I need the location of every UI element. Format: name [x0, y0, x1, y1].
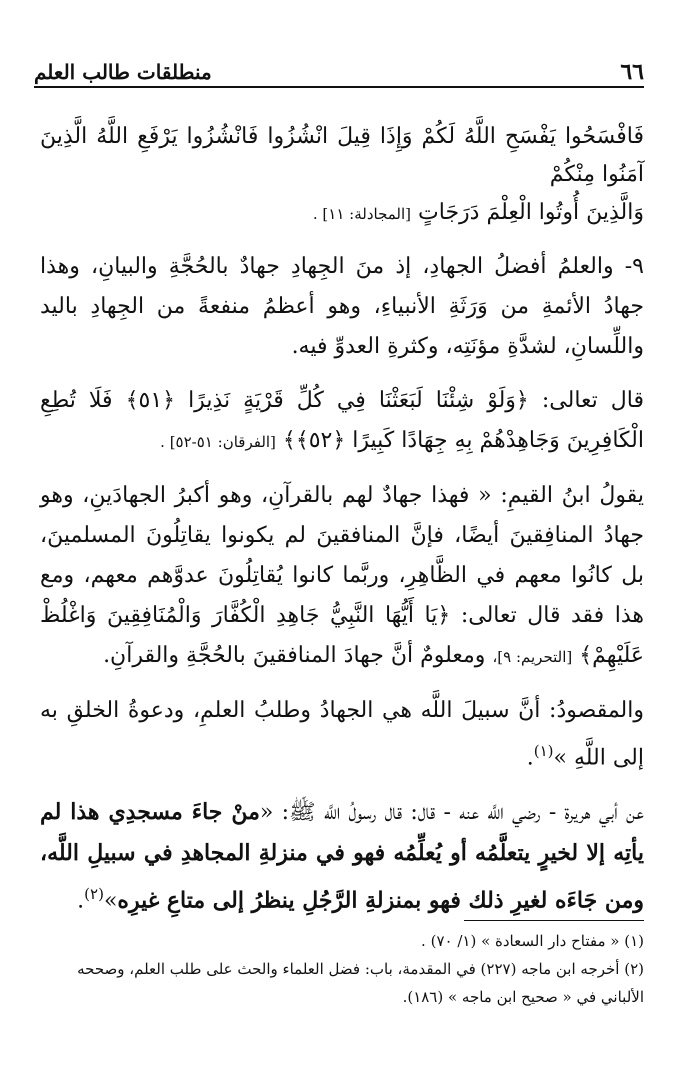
footnote-divider [464, 920, 644, 921]
footnote-marker: (١) [533, 742, 554, 760]
book-title: منطلقات طالب العلم [34, 60, 212, 84]
verse-text: ﴿وَلَوْ شِئْنَا لَبَعَثْنَا فِي كُلِّ قَرْيَةٍ نَذِيرًا ﴿٥١﴾ فَلَا تُطِعِ الْكَافِرِينَ وَجَاهِدْهُمْ بِهِ جِهَادًا كَبِيرًا ﴿٥٢﴾﴾ [40, 388, 644, 453]
quote-text: يقولُ ابنُ القيمِ: « فهذا جهادٌ لهم بالقرآنِ، وهو أكبرُ الجهادَينِ، وهو جهادُ المنافِقينَ أيضًا، فإنَّ المنافقينَ لم يكونوا يقاتِلُونَ المسلمينَ، بل كانُوا معهم في الظَّاهِرِ، وربَّما كانوا يُقاتِلُونَ عدوَّهم معهم، ومع هذا فقد قال تعالى: [40, 483, 644, 628]
hadith-intro: عن أبي هريرة - رضي اللَّه عنه - قال: قال رسولُ اللَّه ﷺ: « [259, 800, 644, 826]
page-number: ٦٦ [620, 59, 644, 85]
footnote-2: (٢) أخرجه ابن ماجه (٢٢٧) في المقدمة، باب: فضل العلماء والحث على طلب العلم، وصححه الألباني في « صحيح ابن ماجه » (١٨٦). [77, 960, 644, 1006]
verse-reference: [الفرقان: ٥١-٥٢] . [160, 433, 276, 451]
footnote-marker: (٢) [84, 885, 104, 904]
hadith-text: منْ جاءَ مسجدِي هذا لم يأتِه إلا لخيرٍ يتعلَّمُه أو يُعلِّمُه فهو في منزلةِ المجاهدِ في سبيلِ اللَّه، ومن جَاءَه لغيرِ ذلك فهو بمنزلةِ الرَّجُلِ ينظرُ إلى متاعِ غيرِه [40, 799, 644, 914]
quran-verse-furqan [40, 381, 644, 462]
verse-text: ﴿يَا أَيُّهَا النَّبِيُّ جَاهِدِ الْكُفَّارَ وَالْمُنَافِقِينَ وَاغْلُظْ عَلَيْهِمْ﴾ [40, 603, 644, 668]
hadith-end: » [103, 888, 118, 914]
quran-verse-line-1: فَافْسَحُوا يَفْسَحِ اللَّهُ لَكُمْ وَإِذَا قِيلَ انْشُزُوا فَانْشُزُوا يَرْفَعِ اللَّهُ الَّذِينَ آمَنُوا مِنْكُمْ [40, 124, 644, 187]
hadith-paragraph: عن أبي هريرة - رضي اللَّه عنه - قال: قال رسولُ اللَّه ﷺ: «منْ جاءَ مسجدِي هذا لم يأتِه إلا لخيرٍ يتعلَّمُه أو يُعلِّمُه فهو في منزلةِ المجاهدِ في سبيلِ اللَّه، ومن جَاءَه لغيرِ ذلك فهو بمنزلةِ الرَّجُلِ ينظرُ إلى متاعِ غيرِه»$^{(٢)}$. [40, 799, 644, 914]
paragraph-9: ٩- والعلمُ أفضلُ الجهادِ، إذ منَ الجِهادِ جهادٌ بالحُجَّةِ والبيانِ، وهذا جهادُ الأئمةِ من وَرَثَةِ الأنبياءِ، وهو أعظمُ منفعةً من الجِهادِ باليد واللِّسانِ، لشدَّةِ مؤنَتِه، وكثرةِ العدوِّ فيه. [40, 254, 644, 359]
quran-verse-mujadila [40, 118, 644, 233]
quote-end: ومعلومٌ أنَّ جهادَ المنافقينَ بالحُجَّةِ والقرآنِ. [103, 643, 486, 668]
verse-intro: قال تعالى: [541, 388, 645, 413]
maqsud-text: والمقصودُ: أنَّ سبيلَ اللَّه هي الجهادُ وطلبُ العلمِ، ودعوةُ الخلقِ به إلى اللَّهِ » [40, 698, 644, 771]
main-text [40, 118, 644, 922]
footnote-1: (١) « مفتاح دار السعادة » (١/ ٧٠) . [421, 932, 644, 950]
footnotes [40, 920, 644, 1011]
verse-reference: [المجادلة: ١١] . [312, 205, 412, 223]
ibn-qayyim-quote [40, 476, 644, 677]
quran-verse-line-2: وَالَّذِينَ أُوتُوا الْعِلْمَ دَرَجَاتٍ [418, 200, 644, 225]
verse-reference: [التحريم: ٩]، [492, 648, 573, 666]
maqsud-paragraph: والمقصودُ: أنَّ سبيلَ اللَّه هي الجهادُ وطلبُ العلمِ، ودعوةُ الخلقِ به إلى اللَّهِ »$^{(١)}$. [40, 698, 644, 771]
running-header [34, 58, 644, 88]
